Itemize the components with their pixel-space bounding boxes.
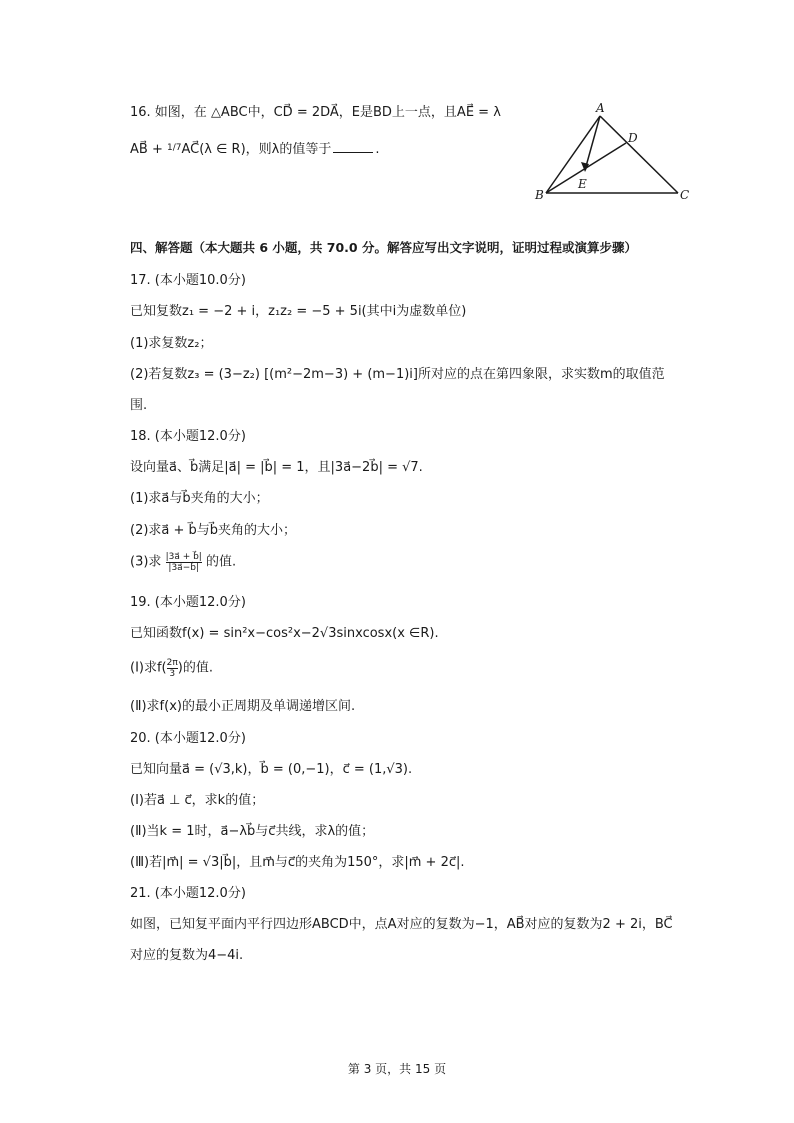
q16-line2	[130, 139, 380, 159]
q20-line3: (Ⅱ)当k = 1时，a⃗−λb⃗与c⃗共线，求λ的值；	[130, 824, 375, 839]
q18-line4-post: 的值.	[205, 554, 237, 570]
q19-line2	[130, 658, 213, 679]
label-c: C	[680, 188, 690, 202]
triangle-figure	[530, 100, 700, 210]
q20-line4: (Ⅲ)若|m⃗| = √3|b⃗|，且m⃗与c⃗的夹角为150°，求|m⃗ + 2c⃗|.	[130, 855, 465, 870]
q21-line1: 如图，已知复平面内平行四边形ABCD中，点A对应的复数为−1，AB⃗对应的复数为2 + 2i，BC⃗	[130, 917, 673, 932]
q21-header: 21. (本小题12.0分)	[130, 886, 246, 901]
q20-line1: 已知向量a⃗ = (√3,k)，b⃗ = (0,−1)，c⃗ = (1,√3).	[130, 762, 413, 777]
q17-line3: (2)若复数z₃ = (3−z₂) [(m²−2m−3) + (m−1)i]所对应的点在第四象限，求实数m的取值范	[130, 367, 665, 382]
q19-line3: (Ⅱ)求f(x)的最小正周期及单调递增区间.	[130, 699, 356, 714]
q18-header: 18. (本小题12.0分)	[130, 429, 246, 444]
q17-line2: (1)求复数z₂；	[130, 336, 213, 351]
q19-fraction	[167, 658, 178, 679]
q16-line2-end: .	[375, 142, 380, 157]
q18-fraction	[166, 552, 202, 573]
answer-blank[interactable]	[333, 140, 373, 153]
section-heading: 四、解答题（本大题共 6 小题，共 70.0 分。解答应写出文字说明，证明过程或演算步骤）	[130, 240, 637, 255]
page-footer: 第 3 页，共 15 页	[347, 1062, 447, 1076]
q20-line2: (Ⅰ)若a⃗ ⊥ c⃗，求k的值；	[130, 793, 265, 808]
q16-line2-a: AB⃗ +	[130, 142, 167, 157]
q19-line2-post: )的值.	[177, 660, 214, 676]
q19-fraction-denominator: 3	[169, 669, 176, 679]
q21-line2: 对应的复数为4−4i.	[130, 948, 244, 963]
q19-line1: 已知函数f(x) = sin²x−cos²x−2√3sinxcosx(x ∈R).	[130, 626, 439, 641]
q18-line1: 设向量a⃗、b⃗满足|a⃗| = |b⃗| = 1，且|3a⃗−2b⃗| = √7.	[130, 460, 423, 475]
q19-header: 19. (本小题12.0分)	[130, 595, 246, 610]
q18-line2: (1)求a⃗与b⃗夹角的大小；	[130, 491, 269, 506]
q19-fraction-numerator: 2π	[166, 658, 178, 668]
label-a: A	[596, 101, 605, 115]
edge-ac	[600, 116, 678, 193]
q16-line2-b: AC⃗(λ ∈ R)，则λ的值等于	[181, 142, 332, 157]
edge-ab	[546, 116, 600, 193]
label-d: D	[628, 131, 638, 145]
q18-fraction-numerator: |3a⃗ + b⃗|	[165, 552, 202, 562]
q18-fraction-denominator: |3a⃗−b⃗|	[168, 563, 199, 573]
vector-ae	[585, 116, 600, 170]
q17-line1: 已知复数z₁ = −2 + i，z₁z₂ = −5 + 5i(其中i为虚数单位)	[130, 304, 467, 319]
q16-fraction: 1/7	[166, 143, 182, 153]
q17-line4: 围.	[130, 398, 148, 413]
label-b: B	[535, 188, 544, 202]
q19-line2-pre: (Ⅰ)求f(	[130, 660, 167, 676]
q17-header: 17. (本小题10.0分)	[130, 273, 246, 288]
q18-line4	[130, 552, 236, 573]
q18-line3: (2)求a⃗ + b⃗与b⃗夹角的大小；	[130, 523, 297, 538]
q16-line1: 16. 如图，在 △ABC中，CD⃗ = 2DA⃗，E是BD上一点，且AE⃗ = λ	[130, 105, 501, 120]
q18-line4-pre: (3)求	[130, 554, 162, 570]
q20-header: 20. (本小题12.0分)	[130, 731, 246, 746]
label-e: E	[578, 177, 587, 191]
